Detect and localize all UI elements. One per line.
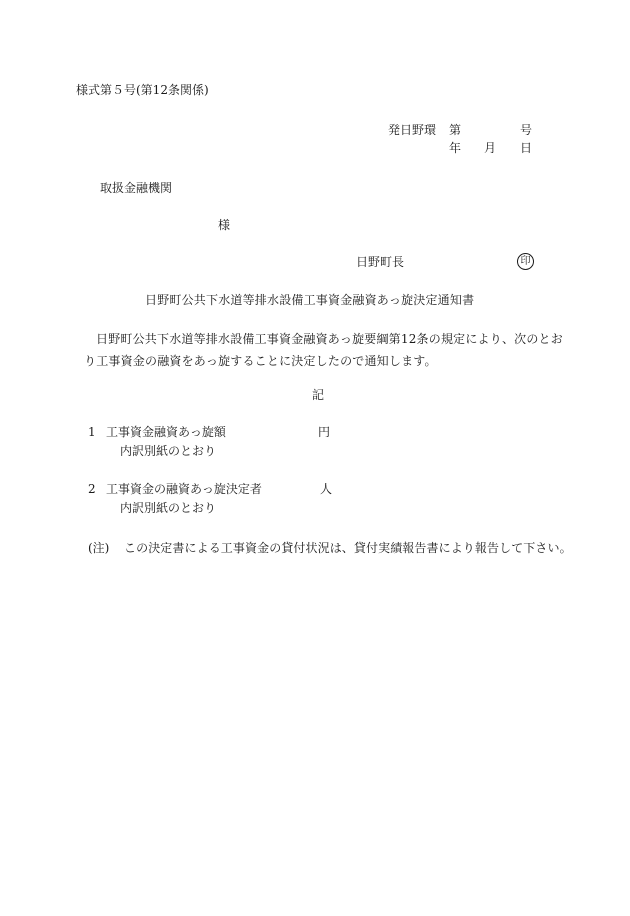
issue-number-prefix: 発日野環: [388, 123, 437, 137]
issue-number-go: 号: [520, 123, 533, 137]
issuer-mayor: 日野町長: [356, 255, 405, 269]
seal-icon: 印: [517, 253, 534, 270]
item-label: 工事資金の融資あっ旋決定者: [106, 482, 262, 496]
document-title: 日野町公共下水道等排水設備工事資金融資あっ旋決定通知書: [145, 293, 475, 307]
note-marker: (注): [88, 541, 110, 555]
item-label: 工事資金融資あっ旋額: [106, 425, 226, 439]
date-year-label: 年: [449, 141, 462, 155]
item-number: 1: [88, 425, 96, 439]
item-note: 内訳別紙のとおり: [120, 501, 217, 515]
recipient-label: 取扱金融機関: [100, 181, 173, 195]
honorific-sama: 様: [218, 218, 231, 232]
ki-heading: 記: [312, 388, 325, 402]
note-text: この決定書による工事資金の貸付状況は、貸付実績報告書により報告して下さい。: [124, 541, 572, 555]
form-number-label: 様式第５号(第12条関係): [76, 83, 209, 97]
issue-number-dai: 第: [449, 123, 462, 137]
date-day-label: 日: [520, 141, 533, 155]
item-unit: 円: [318, 425, 331, 439]
body-paragraph: 日野町公共下水道等排水設備工事資金融資あっ旋要綱第12条の規定により、次のとおり工事資金の融資をあっ旋することに決定したので通知します。: [84, 332, 563, 368]
item-unit: 人: [320, 482, 333, 496]
item-number: 2: [88, 482, 96, 496]
item-note: 内訳別紙のとおり: [120, 444, 217, 458]
date-month-label: 月: [484, 141, 497, 155]
